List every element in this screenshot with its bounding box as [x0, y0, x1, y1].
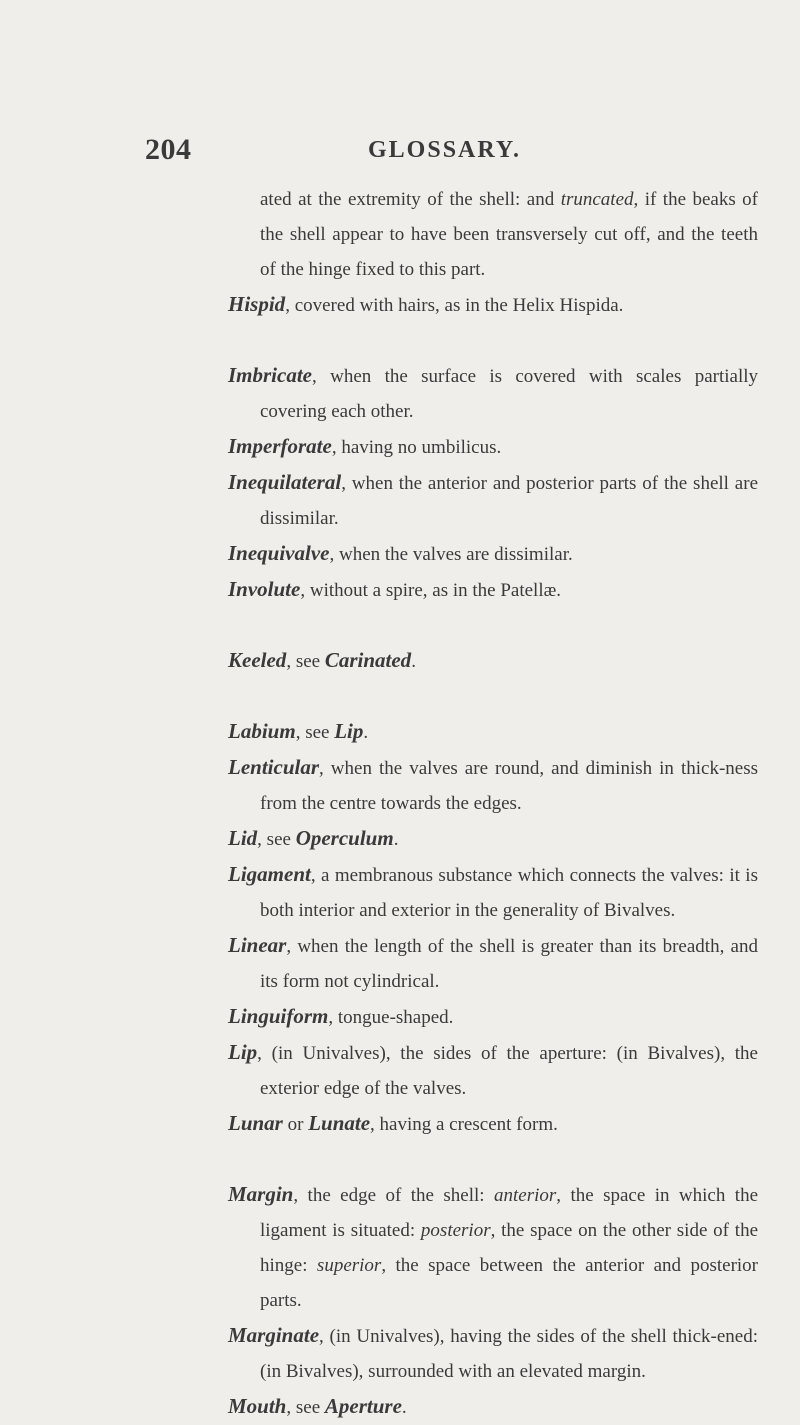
entry-keeled — [228, 643, 758, 679]
entry-text: , without a spire, as in the Patellæ. — [300, 580, 562, 601]
entry-term: Linguiform — [228, 1004, 329, 1028]
entry-term: Ligament — [228, 862, 311, 886]
entry-text: , see — [257, 829, 296, 850]
section-gap — [228, 1142, 758, 1177]
entry-hispid — [228, 287, 758, 323]
entry-term: Lid — [228, 826, 258, 850]
entry-margin — [228, 1177, 758, 1318]
entry-reference: Operculum — [295, 826, 394, 850]
entry-italic: truncated — [560, 189, 634, 210]
entry-imbricate — [228, 358, 758, 429]
entry-term: Margin — [228, 1182, 294, 1206]
entry-text: . — [363, 722, 369, 743]
page-number: 204 — [145, 133, 192, 166]
entry-term: Keeled — [228, 648, 287, 672]
entry-marginate — [228, 1318, 758, 1389]
entry-lenticular — [228, 750, 758, 821]
entry-text: , tongue-shaped. — [328, 1007, 454, 1028]
entry-term: Imperforate — [228, 434, 332, 458]
entry-lip — [228, 1035, 758, 1106]
entry-inequilateral — [228, 465, 758, 536]
entry-text: or — [282, 1114, 309, 1135]
entry-inequivalve — [228, 536, 758, 572]
entry-text: ated at the extremity of the shell: and — [260, 189, 561, 210]
entry-term: Involute — [228, 577, 301, 601]
entry-text: , see — [295, 722, 335, 743]
entry-text: , when the surface is covered with scales partially covering each other. — [260, 366, 758, 422]
entry-term: Inequivalve — [228, 541, 330, 565]
entry-text: , when the length of the shell is greater than its breadth, and its form not cylindrical. — [260, 936, 758, 992]
entry-italic: posterior — [420, 1220, 491, 1241]
entry-text: , when the anterior and posterior parts of the shell are dissimilar. — [260, 473, 758, 529]
entry-text: . — [393, 829, 399, 850]
entry-text: , the space between the anterior and posterior parts. — [260, 1255, 758, 1311]
entry-reference: Lip — [334, 719, 364, 743]
entry-term: Hispid — [228, 292, 286, 316]
entry-text: . — [401, 1397, 407, 1418]
section-gap — [228, 679, 758, 714]
entry-continuation — [228, 182, 758, 287]
entry-text: , when the valves are round, and diminish in thick-ness from the centre towards the edges. — [260, 758, 758, 814]
glossary-body — [228, 182, 758, 1425]
entry-text: , see — [286, 1397, 325, 1418]
entry-term: Mouth — [228, 1394, 287, 1418]
entry-lunar — [228, 1106, 758, 1142]
entry-ligament — [228, 857, 758, 928]
entry-term: Inequilateral — [228, 470, 342, 494]
entry-term: Lip — [228, 1040, 258, 1064]
entry-text: . — [411, 651, 416, 672]
entry-lid — [228, 821, 758, 857]
entry-italic: anterior — [493, 1185, 557, 1206]
entry-linguiform — [228, 999, 758, 1035]
entry-italic: superior — [316, 1255, 382, 1276]
entry-text: , see — [286, 651, 325, 672]
entry-reference: Carinated — [324, 648, 412, 672]
entry-linear — [228, 928, 758, 999]
entry-imperforate — [228, 429, 758, 465]
entry-text: , when the valves are dissimilar. — [329, 544, 573, 565]
entry-text: , (in Univalves), the sides of the aperture: (in Bivalves), the exterior edge of the valves. — [257, 1043, 758, 1099]
section-gap — [228, 323, 758, 358]
entry-text: , the space in which the ligament is situated: — [260, 1185, 758, 1241]
entry-term: Lunate — [308, 1111, 371, 1135]
running-head: GLOSSARY. — [368, 137, 521, 163]
entry-involute — [228, 572, 758, 608]
entry-text: , having no umbilicus. — [331, 437, 502, 458]
entry-text: , the space on the other side of the hinge: — [260, 1220, 759, 1276]
entry-text: , (in Univalves), having the sides of the shell thick-ened: (in Bivalves), surrounded with an elevated margin. — [260, 1326, 758, 1382]
entry-term: Marginate — [228, 1323, 320, 1347]
entry-text: , the edge of the shell: — [293, 1185, 494, 1206]
entry-text: , if the beaks of the shell appear to have been transversely cut off, and the teeth of the hinge fixed to this part. — [260, 189, 759, 280]
page-header — [145, 133, 745, 173]
entry-term: Lenticular — [228, 755, 320, 779]
entry-mouth — [228, 1389, 758, 1425]
entry-term: Labium — [228, 719, 296, 743]
entry-text: , having a crescent form. — [370, 1114, 558, 1135]
entry-term: Imbricate — [228, 363, 312, 387]
entry-text: , covered with hairs, as in the Helix Hispida. — [285, 295, 624, 316]
entry-term: Lunar — [228, 1111, 283, 1135]
section-gap — [228, 608, 758, 643]
entry-labium — [228, 714, 758, 750]
entry-reference: Aperture — [324, 1394, 402, 1418]
entry-term: Linear — [228, 933, 287, 957]
entry-text: , a membranous substance which connects the valves: it is both interior and exterior in the generality of Bivalves. — [260, 865, 758, 921]
